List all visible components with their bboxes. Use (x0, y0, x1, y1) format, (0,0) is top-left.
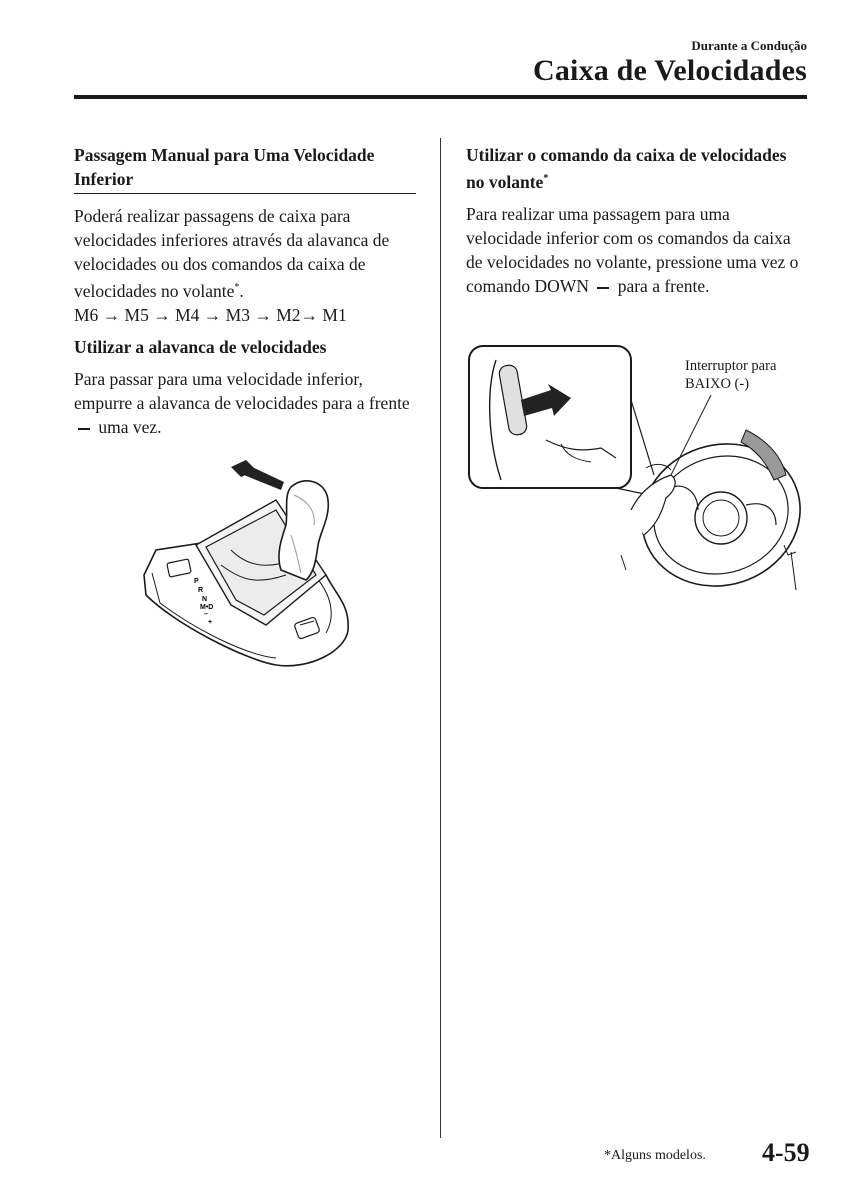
left-column (74, 143, 416, 447)
lever-text-end: uma vez. (98, 416, 162, 437)
paddle-heading-text: Utilizar o comando da caixa de velocidades no volante (466, 145, 787, 192)
shifter-label-minus: – (204, 611, 208, 618)
footnote-marker: * (234, 282, 240, 293)
footnote-marker: * (543, 173, 549, 184)
lever-text: Para passar para uma velocidade inferior, empurre a alavanca de velocidades para a frente (74, 368, 410, 413)
minus-icon (597, 287, 609, 290)
right-column (466, 143, 806, 306)
paddle-callout (685, 357, 776, 393)
shifter-label-n: N (202, 596, 208, 603)
gear-sequence: M6 → M5 → M4 → M3 → M2→ M1 (74, 304, 347, 325)
intro-text: Poderá realizar passagens de caixa para velocidades inferiores através da alavanca de velocidades ou dos comandos da caixa de velocidades no volante (74, 206, 390, 301)
intro-end: . (239, 280, 244, 301)
paddle-text: Para realizar uma passagem para uma velocidade inferior com os comandos da caixa de velocidades no volante, pressione uma vez o comando DOWN (466, 203, 799, 296)
shifter-label-p: P (194, 578, 199, 585)
chapter-title: Durante a Condução (691, 38, 807, 53)
shifter-label-plus: + (208, 619, 213, 626)
paddle-paragraph (466, 202, 806, 298)
column-divider (440, 138, 441, 1138)
footnote: *Alguns modelos. (604, 1148, 706, 1163)
gear-shift-lever-illustration (136, 455, 366, 685)
paddle-heading (466, 143, 806, 194)
page-title: Caixa de Velocidades (532, 54, 807, 87)
page-number: 4-59 (762, 1138, 810, 1167)
paddle-text-end: para a frente. (617, 275, 710, 296)
intro-paragraph (74, 204, 416, 327)
callout-line2: BAIXO (-) (685, 376, 750, 392)
shifter-label-d: M•D (200, 604, 214, 611)
section-heading: Passagem Manual para Uma Velocidade Inferior (74, 143, 416, 194)
shifter-label-r: R (198, 587, 204, 594)
subheading-lever: Utilizar a alavanca de velocidades (74, 336, 327, 357)
lever-paragraph (74, 367, 416, 439)
callout-line1: Interruptor para (685, 358, 777, 374)
header-rule (74, 95, 807, 99)
minus-icon (78, 428, 90, 431)
